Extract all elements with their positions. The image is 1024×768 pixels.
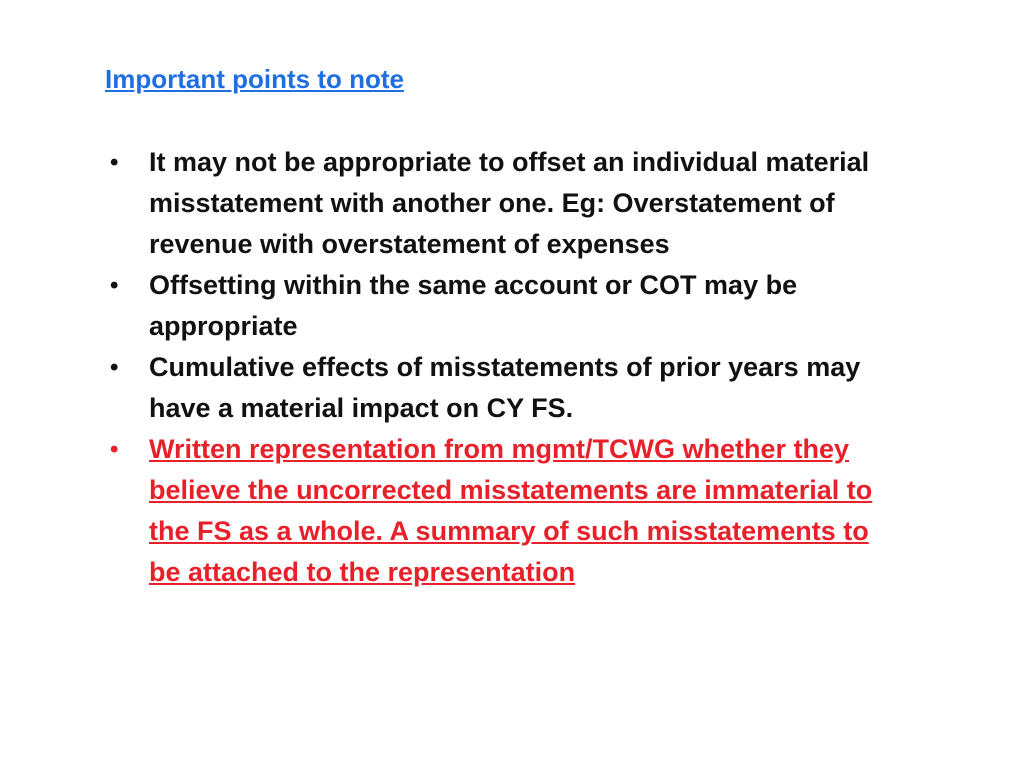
bullet-item-offset — [105, 142, 905, 265]
bullet-item-written-representation — [105, 429, 905, 593]
bullet-text: It may not be appropriate to offset an individual material misstatement with another one. Eg: Overstatement of revenue with overstatement of expenses — [149, 147, 870, 259]
bullet-icon: • — [110, 149, 119, 176]
bullet-list — [105, 142, 905, 593]
bullet-icon: • — [110, 272, 119, 299]
bullet-icon: • — [110, 436, 119, 463]
bullet-item-same-account — [105, 265, 905, 347]
slide-heading: Important points to note — [105, 64, 404, 94]
bullet-text: Cumulative effects of misstatements of prior years may have a material impact on CY FS. — [149, 352, 861, 423]
bullet-text: Offsetting within the same account or COT may be appropriate — [149, 270, 798, 341]
bullet-icon: • — [110, 354, 119, 381]
bullet-item-cumulative — [105, 347, 905, 429]
bullet-text: Written representation from mgmt/TCWG whether they believe the uncorrected misstatements are immaterial to the FS as a whole. A summary of such misstatements to be attached to the representation — [149, 434, 873, 587]
